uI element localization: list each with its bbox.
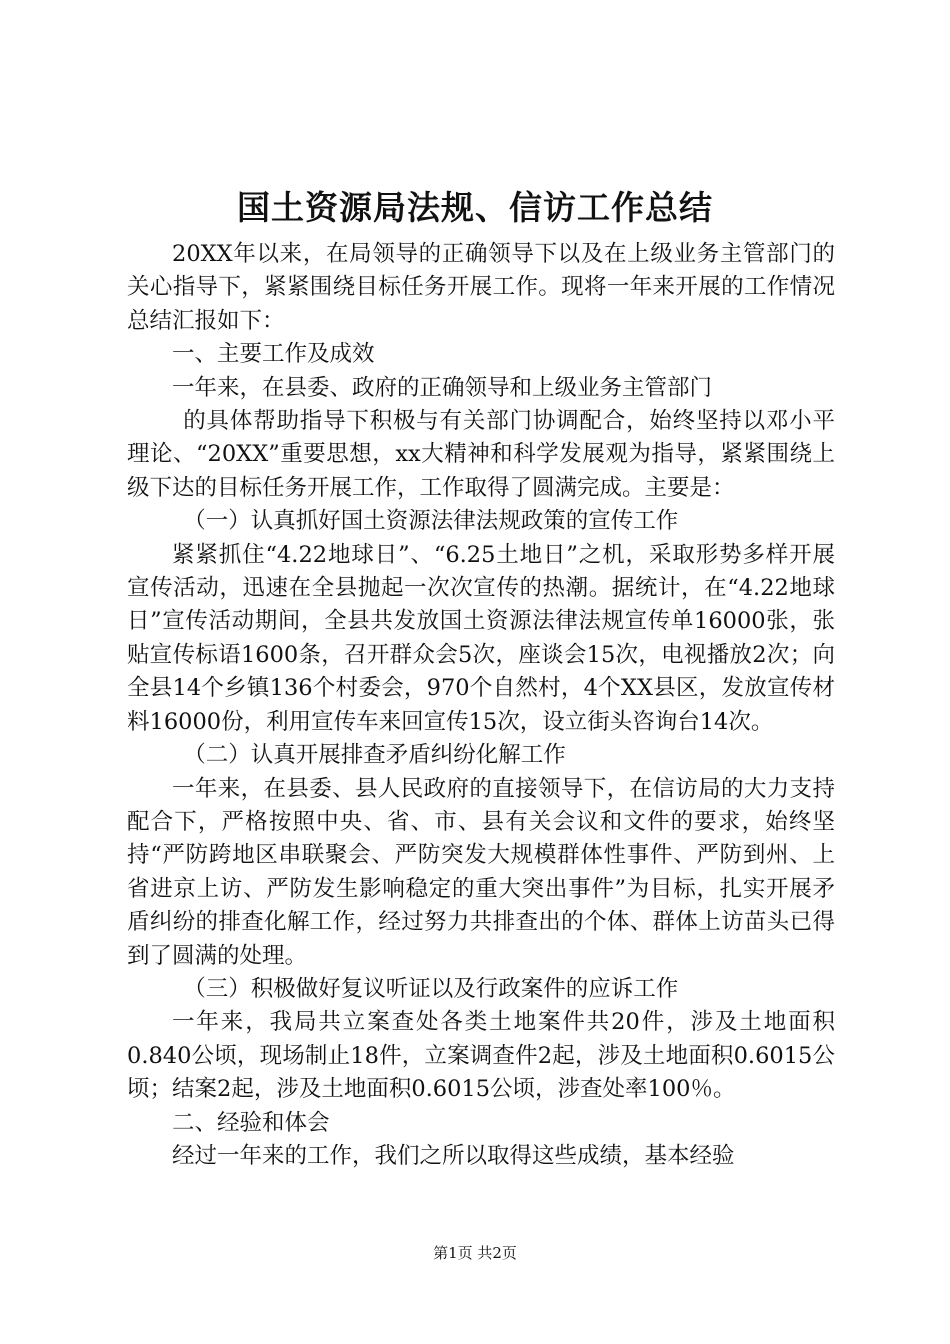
paragraph-subsection-2: 一年来，在县委、县人民政府的直接领导下，在信访局的大力支持配合下，严格按照中央、省、市、县有关会议和文件的要求，始终坚持“严防跨地区串联聚会、严防突发大规模群体性事件、严防到州、上省进京上访、严防发生影响稳定的重大突出事件”为目标，扎实开展矛盾纠纷的排查化解工作，经过努力共排查出的个体、群体上访苗头已得到了圆满的处理。	[127, 775, 835, 969]
paragraph-section-1-lead: 一年来，在县委、政府的正确领导和上级业务主管部门	[172, 374, 713, 401]
paragraph-subsection-1: 紧紧抓住“4.22地球日”、“6.25土地日”之机，采取形势多样开展宣传活动，迅速在全县抛起一次次宣传的热潮。据统计，在“4.22地球日”宣传活动期间，全县共发放国土资源法律法规宣传单16000张，张贴宣传标语1600条，召开群众会5次，座谈会15次，电视播放2次；向全县14个乡镇136个村委会，970个自然村，4个XX县区，发放宣传材料16000份，利用宣传车来回宣传15次，设立街头咨询台14次。	[127, 541, 835, 735]
page-footer: 第1页 共2页	[433, 1244, 517, 1262]
section-heading-2: 二、经验和体会	[172, 1109, 330, 1136]
subsection-heading-3: （三）积极做好复议听证以及行政案件的应诉工作	[183, 975, 679, 1002]
subsection-heading-2: （二）认真开展排查矛盾纠纷化解工作	[183, 742, 566, 769]
paragraph-section-2: 经过一年来的工作，我们之所以取得这些成绩，基本经验	[172, 1142, 735, 1169]
section-heading-1: 一、主要工作及成效	[172, 341, 375, 368]
paragraph-subsection-3: 一年来，我局共立案查处各类土地案件共20件，涉及土地面积0.840公顷，现场制止18件，立案调查件2起，涉及土地面积0.6015公顷；结案2起，涉及土地面积0.6015公顷，涉查处率100％。	[127, 1009, 835, 1103]
subsection-heading-1: （一）认真抓好国土资源法律法规政策的宣传工作	[183, 508, 679, 535]
paragraph-intro: 20XX年以来，在局领导的正确领导下以及在上级业务主管部门的关心指导下，紧紧围绕目标任务开展工作。现将一年来开展的工作情况总结汇报如下：	[127, 241, 835, 334]
document-body	[127, 238, 835, 1173]
paragraph-section-1-body: 的具体帮助指导下积极与有关部门协调配合，始终坚持以邓小平理论、“20XX”重要思想，xx大精神和科学发展观为指导，紧紧围绕上级下达的目标任务开展工作，工作取得了圆满完成。主要是：	[127, 408, 835, 501]
document-title: 国土资源局法规、信访工作总结	[237, 188, 713, 227]
